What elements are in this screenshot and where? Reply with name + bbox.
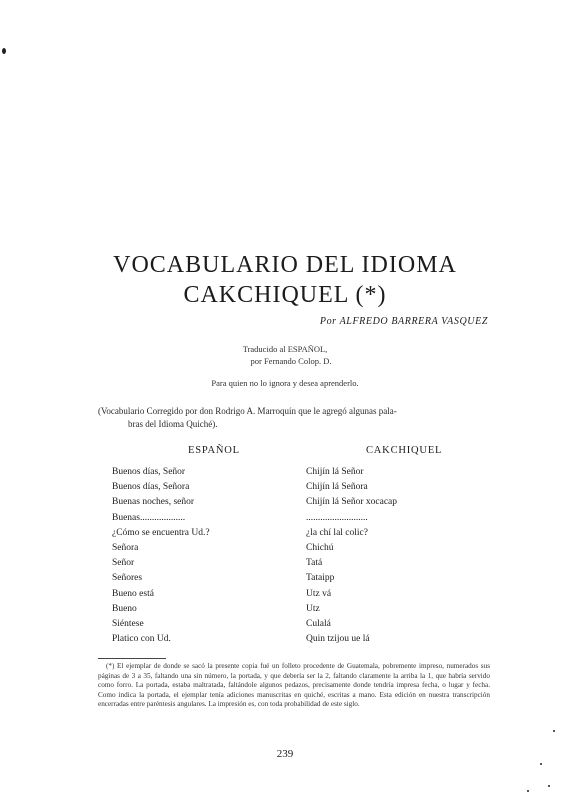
scan-mark [527,790,529,792]
spanish-entry: Señores [112,573,143,584]
spanish-entry: Bueno [112,603,137,614]
cakchiquel-entry: Utz vá [306,588,332,599]
author-byline: Por ALFREDO BARRERA VASQUEZ [319,316,488,327]
correction-note [98,405,490,431]
cakchiquel-entry: Tataipp [306,573,335,584]
cakchiquel-entry: Chijín lá Señora [306,482,368,493]
footnote-text: (*) El ejemplar de donde se sacó la presente copia fué un folleto procedente de Guatemala, pobremente impreso, numerados sus páginas de 3 a 35, faltando una sin número, la portada, y que debería ser la 2, faltando claramente la arriba la 1, que habría servido como forro. La portada, estaba maltratada, faltándole algunos pedazos, precisamente donde tendría impresa fecha, o lugar y fecha. Como indica la portada, el ejemplar tenía adiciones manuscritas en quiché, escritas a mano. Esta edición en nuestra transcripción encerradas entre paréntesis angulares. La impresión es, con toda probabilidad de este siglo. [98,662,490,709]
footnote [98,662,490,710]
scan-mark [540,763,542,765]
cakchiquel-entry: Chijín lá Señor xocacap [306,497,398,508]
spanish-column [112,465,210,647]
footnote-divider [98,658,166,659]
translator-name: por Fernando Colop. D. [250,356,332,366]
column-header-spanish: ESPAÑOL [188,445,240,456]
column-header-cakchiquel: CAKCHIQUEL [366,445,443,456]
spanish-entry: Buenas noches, señor [112,497,195,508]
spanish-entry: Señora [112,542,139,553]
cakchiquel-entry: Tatá [306,558,323,569]
spanish-entry: Buenos días, Señor [112,467,186,477]
cakchiquel-entry: Culalá [306,618,331,629]
correction-note-line-2: bras del Idioma Quiché). [128,419,218,429]
spanish-entry: Bueno está [112,588,154,599]
spanish-entry: Señor [112,558,135,569]
correction-note-line-1: (Vocabulario Corregido por don Rodrigo A. Marroquín que le agregó algunas pala- [98,406,397,416]
page-number: 239 [276,748,294,760]
spanish-entry: Siéntese [112,618,144,629]
spanish-entry: ¿Cómo se encuentra Ud.? [112,527,210,538]
dedication: Para quien no lo ignora y desea aprenderlo. [211,378,359,388]
spanish-entry: Buenos días, Señora [112,482,190,493]
document-title-line-2: CAKCHIQUEL (*) [183,282,387,308]
scan-mark [2,48,6,54]
cakchiquel-column [306,465,397,647]
cakchiquel-entry: .......................... [306,512,368,523]
cakchiquel-entry: Utz [306,603,320,614]
cakchiquel-entry: Quin tzijou ue lá [306,634,370,645]
document-title-line-1: VOCABULARIO DEL IDIOMA [113,252,457,278]
scan-mark [548,785,550,787]
cakchiquel-entry: Chichú [306,542,334,553]
translation-credit: Traducido al ESPAÑOL, [242,344,328,354]
cakchiquel-entry: Chijín lá Señor [306,467,364,477]
scan-mark [553,730,555,732]
spanish-entry: Buenas................... [112,512,186,523]
cakchiquel-entry: ¿la chí lal colic? [306,527,368,538]
spanish-entry: Platico con Ud. [112,634,171,645]
